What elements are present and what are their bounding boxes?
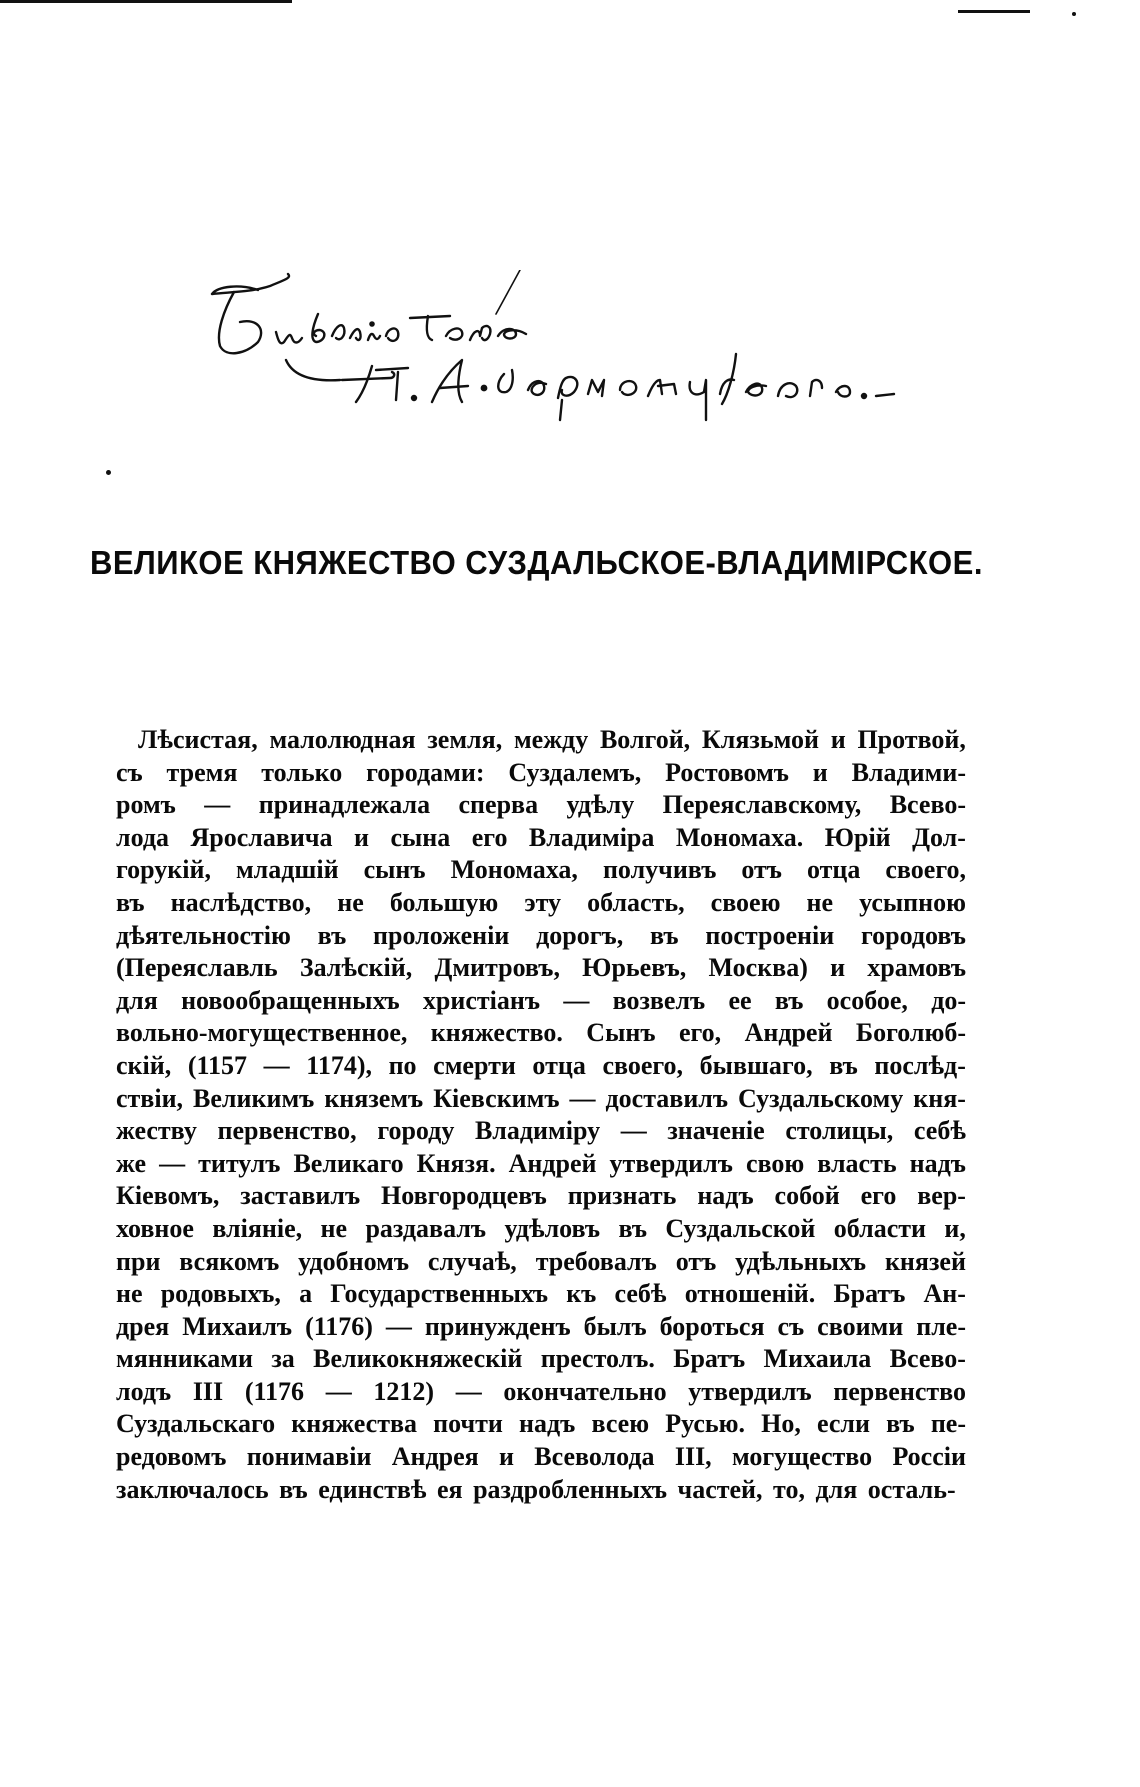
word: отца (806, 855, 861, 885)
word: Юрьевъ, (582, 953, 687, 983)
word: Суздальскаго (116, 1409, 276, 1439)
word: — (263, 1050, 290, 1080)
word: земля, (427, 725, 503, 754)
word: если (817, 1409, 870, 1439)
word: удѣловъ (504, 1213, 601, 1243)
word: и (830, 725, 846, 754)
word: Мономаха. (675, 822, 804, 852)
text-line (116, 1311, 966, 1344)
word: къ (566, 1279, 597, 1309)
word: Братъ (673, 1344, 746, 1374)
word: съ (116, 757, 143, 787)
word: въ (774, 985, 804, 1015)
word: Сынъ (586, 1018, 656, 1048)
word: Великаго (293, 1148, 404, 1178)
word: ромъ (116, 790, 176, 820)
word: вольно-могущественное, (116, 1018, 408, 1048)
word: область, (587, 887, 685, 917)
word: признать (567, 1181, 677, 1211)
word: особое, (826, 985, 908, 1015)
word: княжества (291, 1409, 418, 1439)
word: въ (829, 1050, 858, 1080)
word: Москва) (708, 953, 808, 983)
text-line (116, 1343, 966, 1376)
word: былъ (583, 1311, 647, 1341)
word: Залѣскiй, (299, 953, 413, 983)
word: Великимъ (193, 1083, 315, 1113)
word: Мономаха, (450, 855, 578, 885)
word: принадлежала (258, 790, 431, 820)
word: удобномъ (298, 1246, 410, 1276)
word: а (299, 1279, 313, 1309)
word: Владими- (851, 757, 966, 787)
word: въ (618, 1213, 648, 1243)
word: своею (710, 887, 781, 917)
word: сына (390, 822, 451, 852)
word: не (806, 887, 834, 917)
word: принужденъ (424, 1311, 571, 1341)
word: между (513, 725, 589, 754)
word: Великокняжескiй (313, 1344, 523, 1374)
word: не (116, 1279, 143, 1309)
word: Князя. (416, 1148, 496, 1178)
text-line (116, 724, 966, 757)
word: первенство, (217, 1116, 357, 1146)
word: Волгой, (599, 725, 691, 754)
word: сынъ (363, 855, 426, 885)
word: власть (817, 1148, 897, 1178)
word: своего, (885, 855, 966, 885)
word: III, (674, 1442, 712, 1472)
word: значенiе (667, 1116, 765, 1146)
word: Дол- (912, 822, 966, 852)
text-line (116, 1246, 966, 1279)
text-line (116, 952, 966, 985)
word: по (388, 1050, 417, 1080)
word: (1176 (244, 1376, 305, 1406)
word: городу (377, 1116, 455, 1146)
word: — (325, 1376, 352, 1406)
word: проложенiи (373, 920, 510, 950)
word: въ (886, 1409, 915, 1439)
word: всякомъ (179, 1246, 280, 1276)
word: (Переяславль (116, 953, 278, 983)
word: — (159, 1148, 186, 1178)
word: Новгородцевъ (381, 1181, 547, 1211)
word: его, (678, 1018, 722, 1048)
word: престолъ. (540, 1344, 655, 1374)
word: доставилъ (605, 1083, 729, 1113)
text-line (116, 1180, 966, 1213)
text-line (116, 985, 966, 1018)
scan-dot-left (106, 470, 111, 475)
word: для (116, 985, 158, 1015)
word: 1174), (306, 1050, 372, 1080)
word: въ (650, 920, 679, 950)
word: только (261, 757, 343, 787)
word: княземъ (324, 1083, 424, 1113)
word: случаѣ, (427, 1246, 517, 1276)
word: княжество. (430, 1018, 563, 1048)
word: собой (774, 1181, 840, 1211)
word: дрея (116, 1311, 170, 1341)
scan-edge-mark-top-right (958, 10, 1030, 13)
word: наслѣдство, (170, 887, 312, 917)
word: возвелъ (612, 985, 706, 1015)
word: области (833, 1213, 927, 1243)
word: отношенiй. (684, 1279, 816, 1309)
word: требовалъ (535, 1246, 657, 1276)
word: при (116, 1246, 161, 1276)
word: Владимiру (474, 1116, 601, 1146)
word: Андрей (744, 1018, 833, 1048)
word: князей (884, 1246, 966, 1276)
word: — (455, 1376, 482, 1406)
word: Переяславскому, (662, 790, 862, 820)
word: Ярославича (190, 822, 333, 852)
word: и (812, 757, 828, 787)
word: почти (433, 1409, 503, 1439)
word: Андрея (391, 1442, 479, 1472)
word: съ (777, 1311, 805, 1341)
word: сперва (458, 790, 539, 820)
word: пле- (916, 1311, 966, 1341)
word: III (192, 1376, 224, 1406)
text-line (116, 1115, 966, 1148)
word: Дмитровъ, (434, 953, 560, 983)
word: Братъ (833, 1279, 906, 1309)
text-line (116, 1083, 966, 1116)
text-line: заключалось въ единствѣ ея раздробленныхъ частей, то, для осталь- (116, 1474, 956, 1504)
word: и (354, 822, 369, 852)
text-line (116, 757, 966, 790)
word: 1212) (373, 1376, 435, 1406)
word: малолюдная (269, 725, 416, 754)
word: своими (817, 1311, 904, 1341)
word: себѣ (913, 1116, 966, 1146)
word: въ (116, 887, 145, 917)
text-line (116, 854, 966, 887)
text-line (116, 1278, 966, 1311)
word: (1176) (305, 1311, 373, 1341)
word: столицы, (785, 1116, 894, 1146)
word: бороться (659, 1311, 765, 1341)
text-line (116, 1376, 966, 1409)
word: до- (931, 985, 966, 1015)
word: дѣятельностiю (116, 920, 291, 950)
word: городовъ (861, 920, 966, 950)
word: Клязьмой (701, 725, 819, 754)
word: отъ (675, 1246, 717, 1276)
text-line (116, 789, 966, 822)
word: за (271, 1344, 295, 1374)
word: отца (532, 1050, 586, 1080)
word: горукiй, (116, 855, 211, 885)
word: — (385, 1311, 412, 1341)
word: всею (591, 1409, 650, 1439)
word: храмовъ (867, 953, 966, 983)
word: въ (317, 920, 347, 950)
word: его (471, 822, 508, 852)
word: ее (728, 985, 752, 1015)
word: заставилъ (240, 1181, 361, 1211)
word: надъ (519, 1409, 576, 1439)
word: удѣлу (566, 790, 635, 820)
word: его (860, 1181, 897, 1211)
word: Суздалемъ, (508, 757, 642, 787)
word: Боголюб- (855, 1018, 966, 1048)
word: Россiи (892, 1442, 966, 1472)
word: утвердилъ (688, 1376, 812, 1406)
word: же (116, 1148, 147, 1178)
word: Протвой, (857, 725, 966, 754)
word: своего, (602, 1050, 684, 1080)
word: кня- (913, 1083, 966, 1113)
word: дорогъ, (536, 920, 624, 950)
word: смерти (433, 1050, 516, 1080)
word: большую (389, 887, 499, 917)
word: Но, (761, 1409, 801, 1439)
word: Ростовомъ (665, 757, 789, 787)
word: Всеволода (534, 1442, 655, 1472)
word: Всево- (889, 1344, 966, 1374)
word: первенство (833, 1376, 966, 1406)
word: Суздальскому (738, 1083, 904, 1113)
word: новообращенныхъ (181, 985, 400, 1015)
word: послѣд- (874, 1050, 966, 1080)
text-line (116, 1148, 966, 1181)
word: Всево- (889, 790, 966, 820)
word: — (569, 1083, 596, 1113)
word: могущество (731, 1442, 873, 1472)
word: городами: (366, 757, 485, 787)
text-line (116, 1213, 966, 1246)
word: лода (116, 822, 169, 852)
word: Кiевскимъ (433, 1083, 560, 1113)
word: ствiи, (116, 1083, 184, 1113)
word: не (337, 887, 364, 917)
word: ховное (116, 1213, 194, 1243)
word: вер- (917, 1181, 966, 1211)
handwriting-signature-drawing (200, 270, 1000, 470)
word: Кiевомъ, (116, 1181, 220, 1211)
chapter-title: ВЕЛИКОЕ КНЯЖЕСТВО СУЗДАЛЬСКОЕ-ВЛАДИМIРСКОЕ. (90, 544, 983, 581)
text-line (116, 1050, 966, 1083)
word: — (620, 1116, 647, 1146)
word: Михаила (763, 1344, 872, 1374)
word: Михаилъ (182, 1311, 293, 1341)
word: (1157 (187, 1050, 248, 1080)
word: Государственныхъ (330, 1279, 549, 1309)
handwritten-library-inscription (200, 270, 1000, 470)
word: младшiй (235, 855, 339, 885)
word: лодъ (116, 1376, 172, 1406)
text-line (116, 887, 966, 920)
word: удѣльныхъ (735, 1246, 867, 1276)
word: и, (944, 1213, 966, 1243)
word: усыпною (859, 887, 966, 917)
word: и (499, 1442, 514, 1472)
word: не (320, 1213, 348, 1243)
body-paragraph (116, 724, 966, 1506)
word: влiянiе, (212, 1213, 303, 1243)
word: получивъ (602, 855, 717, 885)
text-line (116, 1408, 966, 1441)
word: понимавiи (246, 1442, 372, 1472)
word: титулъ (198, 1148, 281, 1178)
word: утвердилъ (609, 1148, 733, 1178)
word: надъ (697, 1181, 754, 1211)
text-line (116, 1017, 966, 1050)
word: — (563, 985, 590, 1015)
word: Ан- (923, 1279, 966, 1309)
word: окончательно (503, 1376, 667, 1406)
scan-dot-top-right (1072, 12, 1076, 16)
scan-edge-mark-top-left (0, 0, 292, 3)
word: Суздальской (665, 1213, 816, 1243)
word: построенiи (705, 920, 835, 950)
word: раздавалъ (365, 1213, 487, 1243)
word: христiанъ (422, 985, 541, 1015)
word: родовыхъ, (160, 1279, 281, 1309)
word: пе- (930, 1409, 966, 1439)
word: отъ (741, 855, 782, 885)
word: мянниками (116, 1344, 253, 1374)
word: Юрiй (824, 822, 891, 852)
word: тремя (166, 757, 238, 787)
word: — (204, 790, 231, 820)
text-line (116, 1441, 966, 1474)
text-line (116, 822, 966, 855)
word: свою (745, 1148, 805, 1178)
word: редовомъ (116, 1442, 227, 1472)
word: эту (524, 887, 562, 917)
word: и (830, 953, 846, 983)
word: скiй, (116, 1050, 172, 1080)
word: бывшаго, (699, 1050, 813, 1080)
word: надъ (909, 1148, 966, 1178)
word: Владимiра (528, 822, 655, 852)
word: Лѣсистая, (138, 725, 258, 754)
word: жеству (116, 1116, 197, 1146)
word: Андрей (508, 1148, 597, 1178)
word: себѣ (614, 1279, 667, 1309)
text-line (116, 920, 966, 953)
word: Русью. (665, 1409, 745, 1439)
